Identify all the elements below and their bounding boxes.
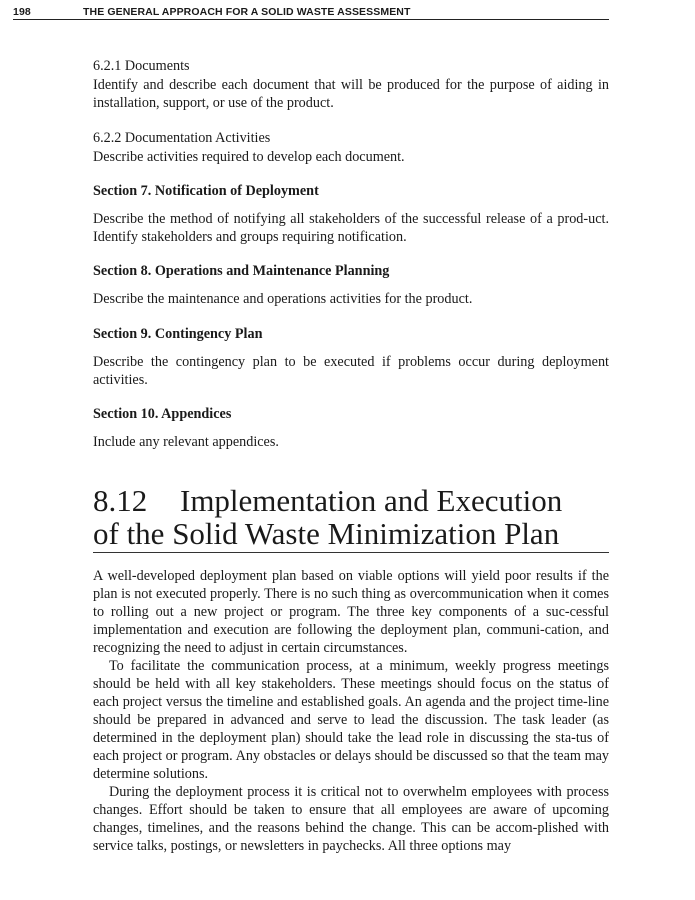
chapter-body: [93, 567, 609, 855]
section-10: [93, 405, 609, 451]
chapter-number: 8.12: [93, 483, 148, 518]
chapter-heading: [93, 484, 609, 553]
section-6-2-1: [93, 57, 609, 113]
section-6-2-1-text: Identify and describe each document that will be produced for the purpose of aiding in installation, support, or use of the product.: [93, 76, 609, 111]
section-8: [93, 262, 609, 308]
section-7-text: Describe the method of notifying all stakeholders of the successful release of a prod-uct. Identify stakeholders and groups requiring notification.: [93, 210, 609, 245]
section-6-2-2-text: Describe activities required to develop each document.: [93, 148, 405, 165]
section-7-heading: Section 7. Notification of Deployment: [93, 183, 319, 199]
body-paragraph-2: To facilitate the communication process, at a minimum, weekly progress meetings should be held with all key stakeholders. These meetings should focus on the status of each project versus the timeline and established goals. An agenda and the project time-line should be prepared in advanced and serve to lead the discussion. The task leader (as determined in the deployment plan) should take the lead role in discussing the sta-tus of each project or program. Any obstacles or delays should be discussed so that the team may determine solutions.: [93, 658, 609, 782]
section-10-text: Include any relevant appendices.: [93, 433, 279, 450]
running-title: THE GENERAL APPROACH FOR A SOLID WASTE ASSESSMENT: [83, 6, 411, 18]
body-paragraph-1: A well-developed deployment plan based on viable options will yield poor results if the plan is not executed properly. There is no such thing as overcommunication when it comes to rolling out a new project or program. The three key components of a suc-cessful implementation and execution are following the deployment plan, communi-cation, and recognizing the need to adjust in certain circumstances.: [93, 568, 609, 656]
chapter-title-line1: Implementation and Execution: [180, 483, 563, 518]
section-9: [93, 325, 609, 390]
section-8-text: Describe the maintenance and operations activities for the product.: [93, 290, 473, 307]
section-6-2-2: [93, 129, 609, 166]
section-6-2-2-title: 6.2.2 Documentation Activities: [93, 130, 271, 146]
body-paragraph-3: During the deployment process it is critical not to overwhelm employees with process changes. Effort should be taken to ensure that all employees are aware of upcoming changes, timelines, and the reasons behind the change. This can be accom-plished with service talks, postings, or newsletters in paychecks. All three options may: [93, 784, 609, 854]
section-7: [93, 182, 609, 247]
section-9-heading: Section 9. Contingency Plan: [93, 326, 263, 342]
running-header: [13, 6, 609, 20]
section-8-heading: Section 8. Operations and Maintenance Planning: [93, 263, 390, 279]
section-6-2-1-title: 6.2.1 Documents: [93, 58, 190, 74]
page-number: 198: [13, 6, 31, 18]
section-10-heading: Section 10. Appendices: [93, 406, 232, 422]
chapter-title-line2: of the Solid Waste Minimization Plan: [93, 516, 560, 551]
section-9-text: Describe the contingency plan to be executed if problems occur during deployment activities.: [93, 353, 609, 388]
